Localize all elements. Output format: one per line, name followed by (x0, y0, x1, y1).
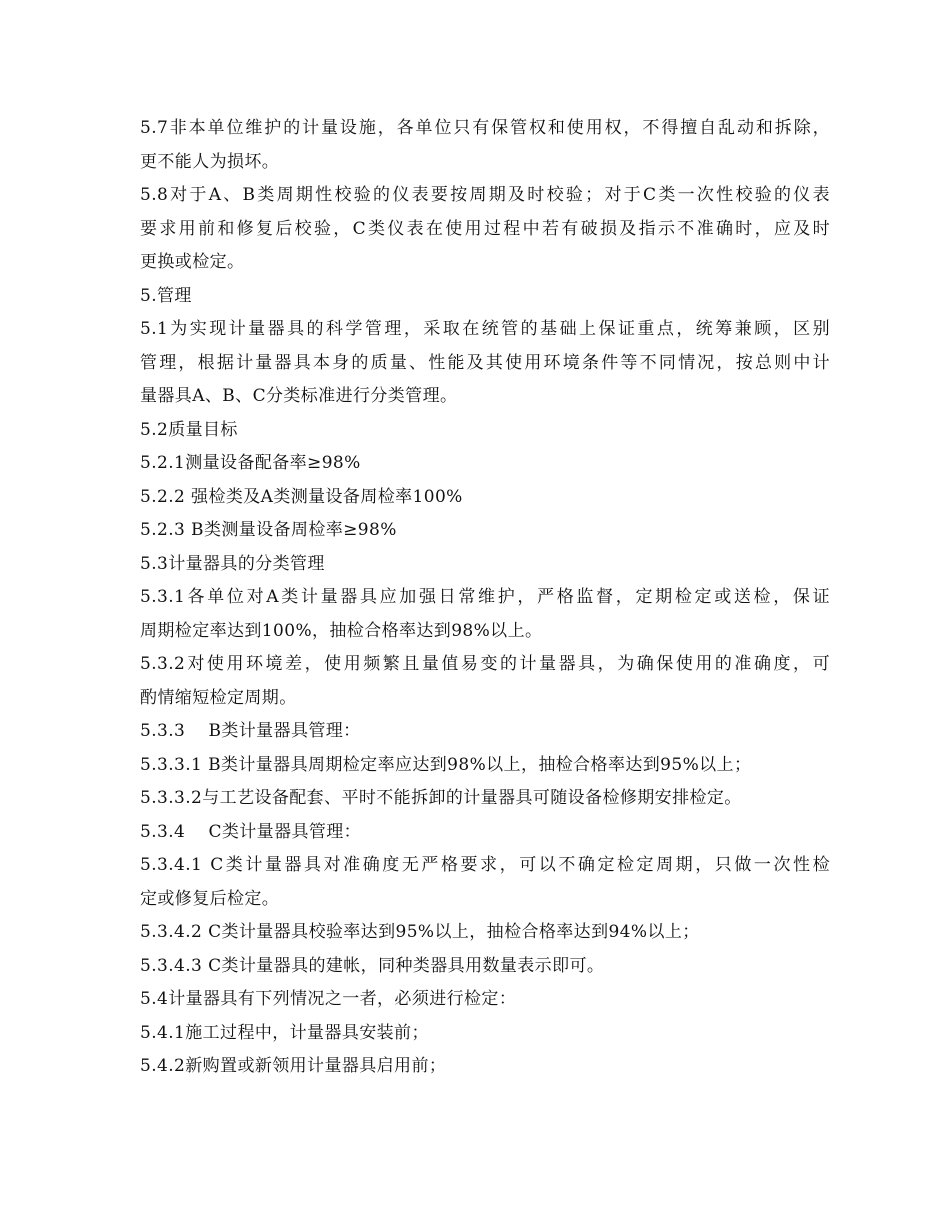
text-line: 5.3.4.2 C类计量器具校验率达到95%以上，抽检合格率达到94%以上； (140, 922, 700, 942)
text-line: 5.3.3 B类计量器具管理： (140, 721, 361, 741)
text-line: 要求用前和修复后校验，C类仪表在使用过程中若有破损及指示不准确时，应及时 (140, 218, 830, 239)
text-line: 5.7非本单位维护的计量设施，各单位只有保管权和使用权，不得擅自乱动和拆除， (140, 118, 830, 138)
document-body (140, 112, 830, 1084)
text-line: 5.4.2新购置或新领用计量器具启用前； (140, 1056, 447, 1076)
text-line: 5.3.1各单位对A类计量器具应加强日常维护，严格监督，定期检定或送检，保证 (140, 587, 830, 607)
text-line: 5.1为实现计量器具的科学管理，采取在统管的基础上保证重点，统筹兼顾，区别 (140, 319, 830, 339)
text-line: 量器具A、B、C分类标准进行分类管理。 (140, 386, 458, 406)
text-line: 更不能人为损坏。 (140, 151, 280, 172)
text-line: 5.管理 (140, 285, 192, 306)
text-line: 更换或检定。 (140, 252, 245, 272)
text-line: 5.2.1测量设备配备率≥98% (140, 453, 361, 473)
text-line: 5.3计量器具的分类管理 (140, 553, 325, 574)
text-line: 酌情缩短检定周期。 (140, 687, 297, 708)
text-line: 5.4.1施工过程中，计量器具安装前； (140, 1022, 429, 1043)
text-line: 5.3.4.1 C类计量器具对准确度无严格要求，可以不确定检定周期，只做一次性检 (140, 855, 830, 875)
text-line: 5.2.3 B类测量设备周检率≥98% (140, 520, 397, 540)
text-line: 周期检定率达到100%，抽检合格率达到98%以上。 (140, 620, 543, 641)
text-line: 5.2.2 强检类及A类测量设备周检率100% (140, 486, 463, 507)
text-line: 5.3.4 C类计量器具管理： (140, 821, 362, 842)
text-line: 5.2质量目标 (140, 419, 238, 440)
text-line: 5.3.4.3 C类计量器具的建帐，同种类器具用数量表示即可。 (140, 955, 605, 976)
text-line: 5.8对于A、B类周期性校验的仪表要按周期及时校验；对于C类一次性校验的仪表 (140, 185, 830, 205)
text-line: 5.3.3.1 B类计量器具周期检定率应达到98%以上，抽检合格率达到95%以上； (140, 754, 752, 775)
text-line: 管理，根据计量器具本身的质量、性能及其使用环境条件等不同情况，按总则中计 (140, 352, 830, 373)
text-line: 5.3.3.2与工艺设备配套、平时不能拆卸的计量器具可随设备检修期安排检定。 (140, 788, 742, 808)
text-line: 5.3.2对使用环境差，使用频繁且量值易变的计量器具，为确保使用的准确度，可 (140, 654, 830, 674)
text-line: 5.4计量器具有下列情况之一者，必须进行检定： (140, 989, 517, 1009)
text-line: 定或修复后检定。 (140, 888, 280, 909)
